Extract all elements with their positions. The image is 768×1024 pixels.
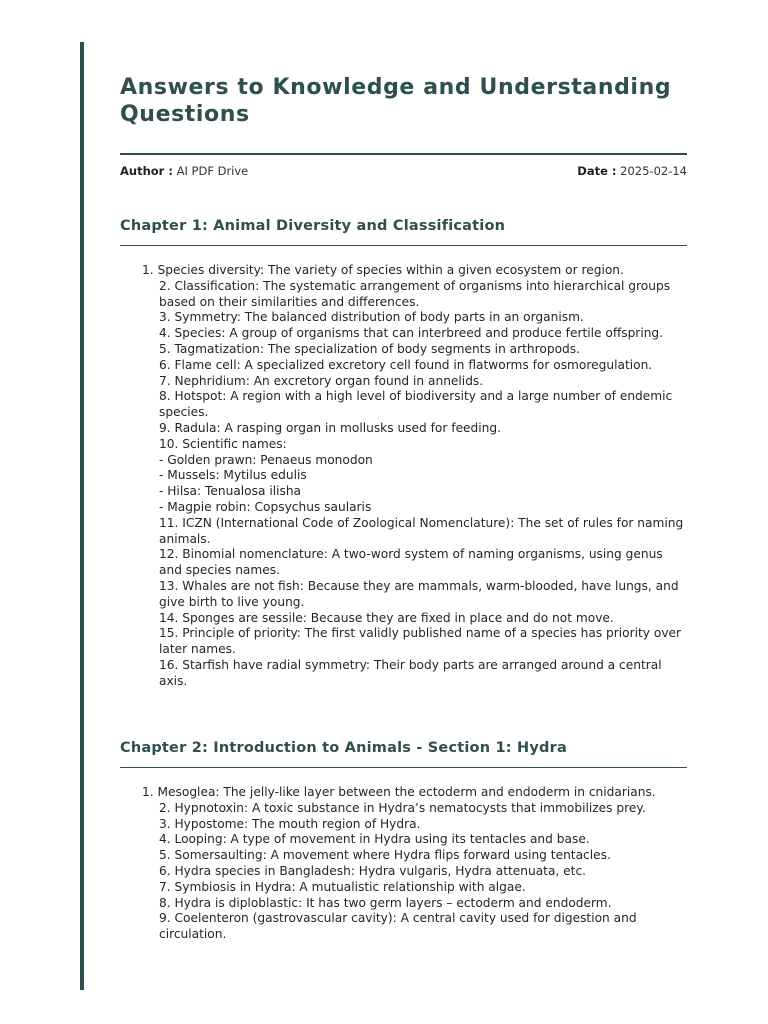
answer-item: 1. Species diversity: The variety of species within a given ecosystem or region. [142,263,624,277]
answer-item: 13. Whales are not fish: Because they are mammals, warm-blooded, have lungs, and give birth to live young. [159,578,679,609]
answer-item: 3. Hypostome: The mouth region of Hydra. [159,816,421,831]
answer-item: - Hilsa: Tenualosa ilisha [159,484,302,499]
answer-item: 5. Somersaulting: A movement where Hydra flips forward using tentacles. [159,848,611,863]
chapter-2-answers [120,785,687,943]
answer-item: 4. Looping: A type of movement in Hydra using its tentacles and base. [159,832,590,847]
answer-item: 8. Hydra is diploblastic: It has two germ layers – ectoderm and endoderm. [159,895,612,910]
title-divider [120,153,687,155]
chapter-title: Chapter 2: Introduction to Animals - Section 1: Hydra [120,740,567,756]
answer-item: 2. Classification: The systematic arrangement of organisms into hierarchical groups based on their similarities and differences. [159,278,671,309]
answer-item: 11. ICZN (International Code of Zoological Nomenclature): The set of rules for naming animals. [159,515,684,546]
answer-item: 12. Binomial nomenclature: A two-word system of naming organisms, using genus and species names. [159,547,663,578]
document-title: Answers to Knowledge and Understanding Questions [120,75,672,127]
answer-item: 6. Hydra species in Bangladesh: Hydra vulgaris, Hydra attenuata, etc. [159,863,587,878]
date-label: Date : [577,164,617,178]
chapter-divider [120,767,687,768]
answer-item: 5. Tagmatization: The specialization of body segments in arthropods. [159,341,581,356]
answer-item: 2. Hypnotoxin: A toxic substance in Hydra’s nematocysts that immobilizes prey. [159,800,646,815]
answer-item: 15. Principle of priority: The first validly published name of a species has priority over later names. [159,626,682,657]
answer-item: 8. Hotspot: A region with a high level of biodiversity and a large number of endemic species. [159,389,673,420]
answer-item: 9. Coelenteron (gastrovascular cavity): A central cavity used for digestion and circulation. [159,911,637,942]
answer-item: - Golden prawn: Penaeus monodon [159,452,373,467]
author-info [120,164,248,179]
answer-item: - Mussels: Mytilus edulis [159,468,307,483]
answer-item: 10. Scientific names: [159,436,287,451]
answer-item: 6. Flame cell: A specialized excretory cell found in flatworms for osmoregulation. [159,357,653,372]
date-value: 2025-02-14 [620,164,687,178]
answer-item: 16. Starfish have radial symmetry: Their body parts are arranged around a central axis. [159,657,662,688]
answer-item: - Magpie robin: Copsychus saularis [159,499,372,514]
left-accent-bar [80,42,84,990]
answer-item: 9. Radula: A rasping organ in mollusks used for feeding. [159,420,502,435]
author-value: AI PDF Drive [176,164,249,178]
chapter-title: Chapter 1: Animal Diversity and Classification [120,218,506,234]
answer-item: 7. Nephridium: An excretory organ found in annelids. [159,373,484,388]
answer-item: 1. Mesoglea: The jelly-like layer between the ectoderm and endoderm in cnidarians. [142,785,656,799]
chapter-1-answers [120,263,687,690]
date-info [577,164,687,179]
answer-item: 4. Species: A group of organisms that can interbreed and produce fertile offspring. [159,326,664,341]
document-page [120,74,687,942]
chapter-divider [120,245,687,246]
answer-item: 3. Symmetry: The balanced distribution of body parts in an organism. [159,310,584,325]
chapter-2-section [120,739,687,943]
author-label: Author : [120,164,173,178]
answer-item: 7. Symbiosis in Hydra: A mutualistic relationship with algae. [159,879,526,894]
document-meta [120,164,687,179]
answer-item: 14. Sponges are sessile: Because they are fixed in place and do not move. [159,610,614,625]
chapter-1-section [120,217,687,690]
